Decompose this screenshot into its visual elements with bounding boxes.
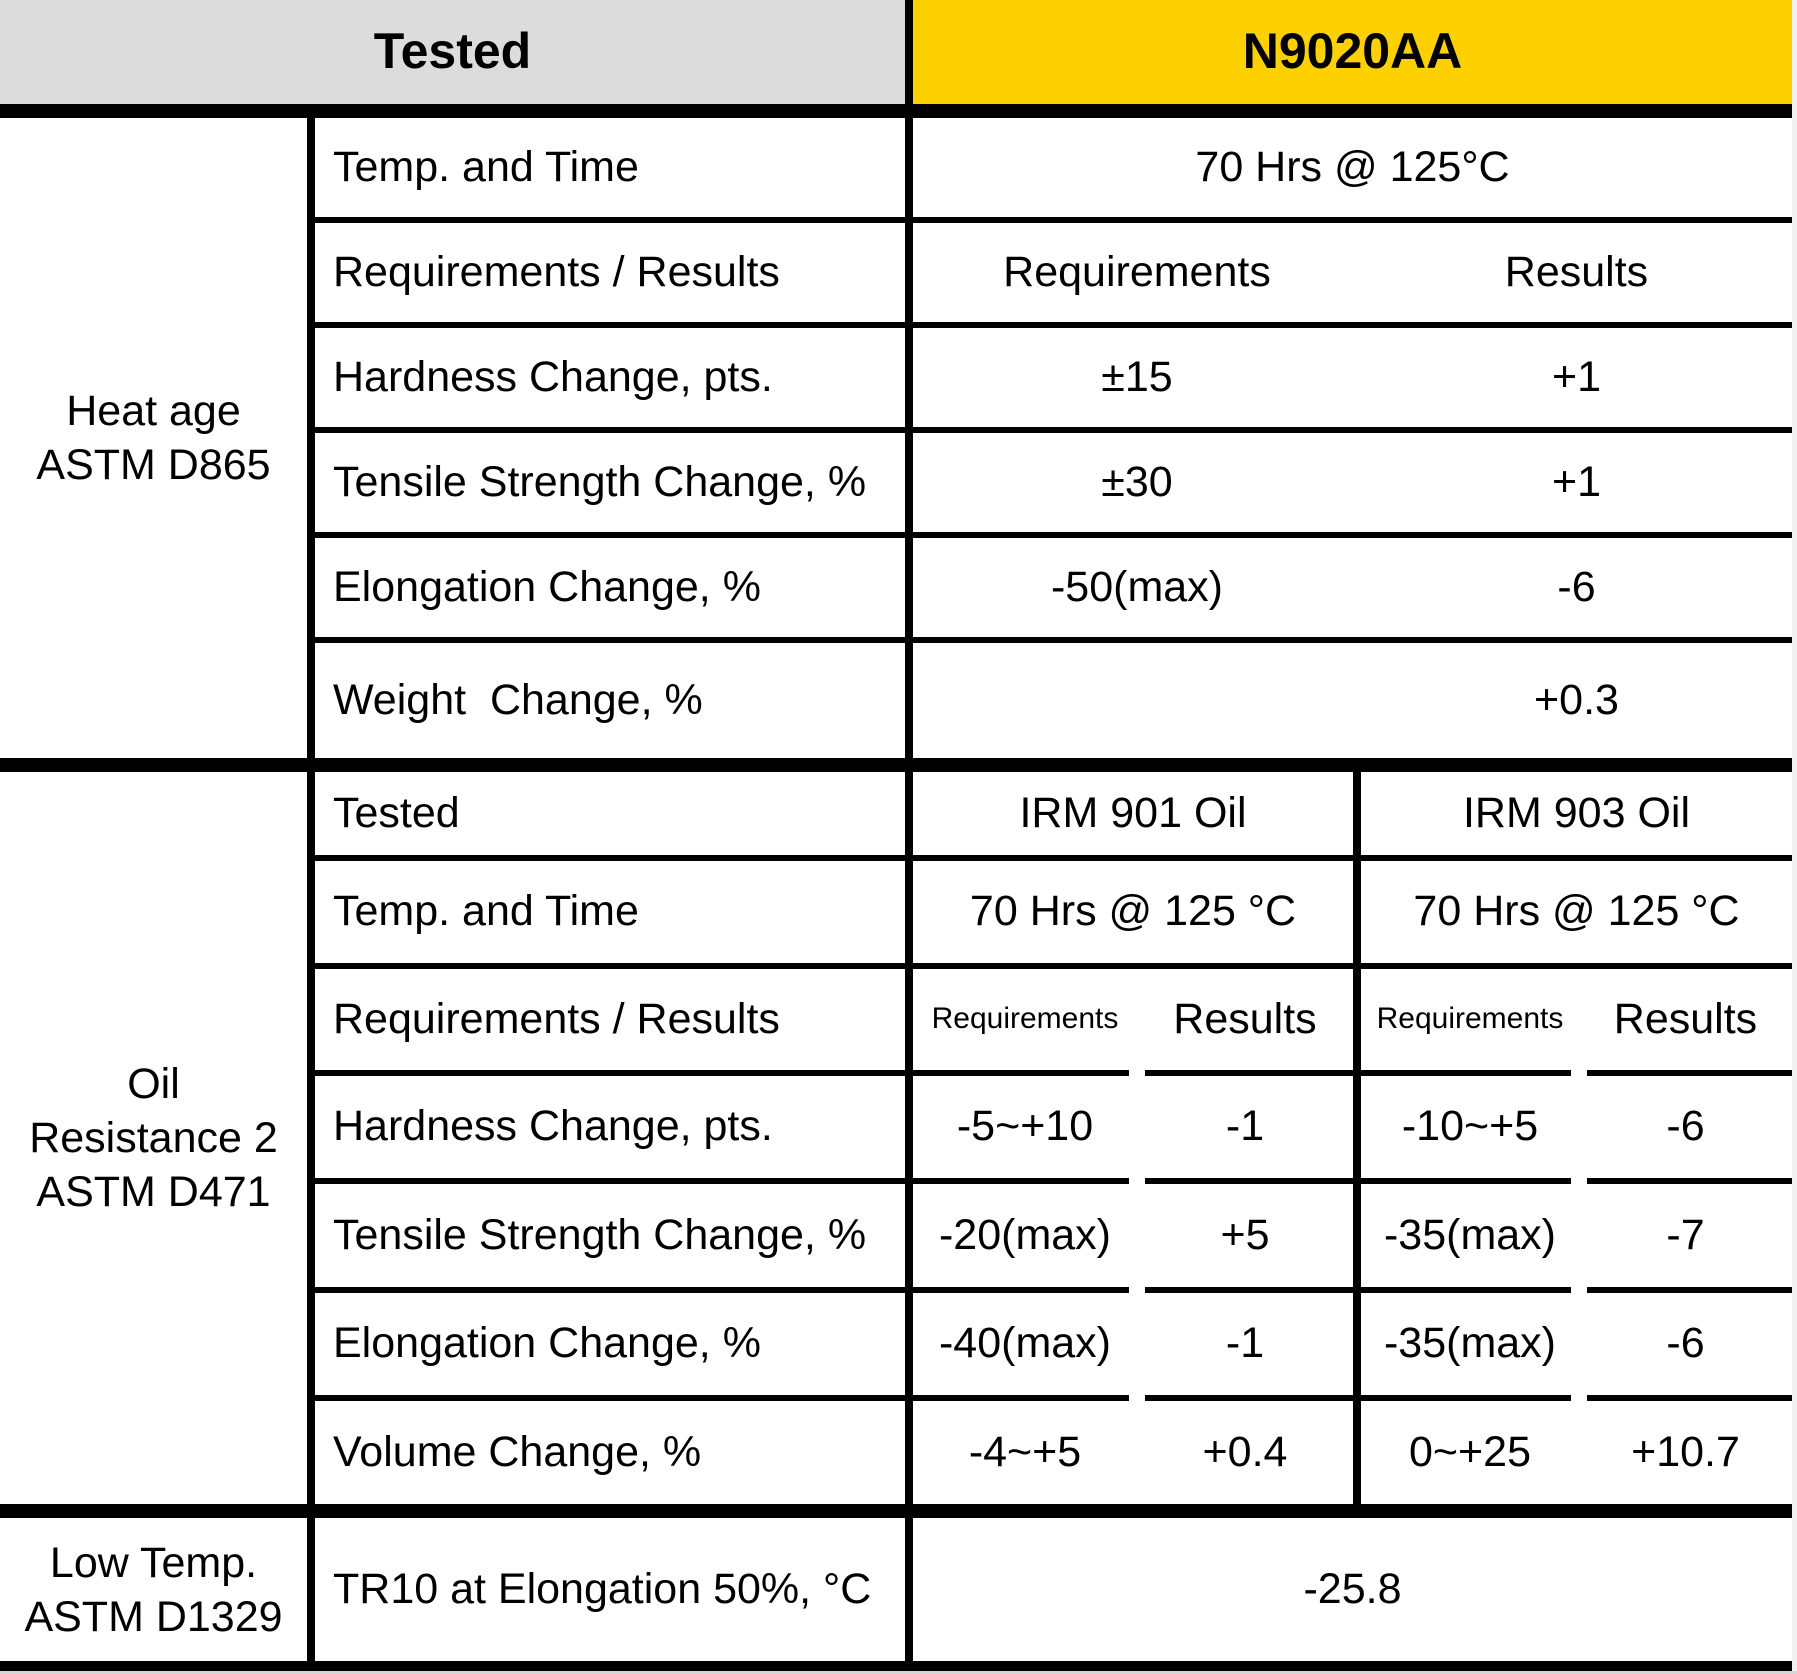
heat-age-hardness-label: Hardness Change, pts. — [315, 328, 913, 433]
oil-tensile-label: Tensile Strength Change, % — [315, 1184, 913, 1293]
oil-2-volume-result: +10.7 — [1579, 1401, 1792, 1518]
low-temp-category-line: Low Temp. — [49, 1538, 258, 1587]
heat-age-weight-label: Weight Change, % — [315, 643, 913, 772]
heat-age-elongation-requirement: -50(max) — [913, 538, 1361, 643]
separator-gap — [1571, 1069, 1587, 1077]
oil-2-volume-requirement: 0~+25 — [1361, 1401, 1579, 1518]
oil-resistance-category — [0, 772, 315, 1518]
oil-2-hardness-requirement: -10~+5 — [1361, 1076, 1579, 1184]
heat-age-elongation-result: -6 — [1361, 538, 1792, 643]
oil-tested-label: Tested — [315, 772, 913, 861]
oil-2-requirements-header: Requirements — [1361, 969, 1579, 1076]
oil-1-tensile-requirement: -20(max) — [913, 1184, 1137, 1293]
heat-age-category-line: Heat age — [66, 387, 241, 435]
heat-age-tensile-label: Tensile Strength Change, % — [315, 433, 913, 538]
oil-2-elongation-requirement: -35(max) — [1361, 1293, 1579, 1401]
oil-1-volume-requirement: -4~+5 — [913, 1401, 1137, 1518]
low-temp-tr10-value: -25.8 — [913, 1518, 1792, 1671]
heat-age-tensile-result: +1 — [1361, 433, 1792, 538]
oil-1-hardness-result: -1 — [1137, 1076, 1361, 1184]
heat-age-weight-result: +0.3 — [1361, 643, 1792, 772]
heat-age-weight-requirement — [913, 643, 1361, 772]
oil-1-requirements-header: Requirements — [913, 969, 1137, 1076]
separator-gap — [1129, 1069, 1145, 1077]
low-temp-tr10-label: TR10 at Elongation 50%, °C — [315, 1518, 913, 1671]
oil-resistance-category-line: Oil — [127, 1060, 180, 1108]
low-temp-category-line: ASTM D1329 — [24, 1592, 283, 1641]
oil-1-tensile-result: +5 — [1137, 1184, 1361, 1293]
oil-1-name: IRM 901 Oil — [913, 772, 1361, 861]
header-tested-label: Tested — [373, 23, 532, 80]
header-tested-cell — [0, 0, 913, 118]
heat-age-elongation-label: Elongation Change, % — [315, 538, 913, 643]
oil-1-hardness-requirement: -5~+10 — [913, 1076, 1137, 1184]
oil-1-elongation-requirement: -40(max) — [913, 1293, 1137, 1401]
oil-resistance-category-line: ASTM D471 — [36, 1168, 271, 1216]
separator-gap — [1129, 1286, 1145, 1294]
oil-2-elongation-result: -6 — [1579, 1293, 1792, 1401]
oil-resistance-category-line: Resistance 2 — [29, 1114, 278, 1162]
page-edge-strip — [1792, 0, 1797, 1671]
heat-age-category — [0, 118, 315, 772]
oil-1-volume-result: +0.4 — [1137, 1401, 1361, 1518]
heat-age-category-line: ASTM D865 — [36, 441, 271, 489]
oil-2-temp-time-value: 70 Hrs @ 125 °C — [1361, 861, 1792, 969]
oil-1-elongation-result: -1 — [1137, 1293, 1361, 1401]
low-temp-category — [0, 1518, 315, 1671]
separator-gap — [1571, 1286, 1587, 1294]
heat-age-hardness-requirement: ±15 — [913, 328, 1361, 433]
oil-elongation-label: Elongation Change, % — [315, 1293, 913, 1401]
separator-gap — [1571, 1177, 1587, 1185]
heat-age-temp-time-label: Temp. and Time — [315, 118, 913, 223]
oil-2-tensile-result: -7 — [1579, 1184, 1792, 1293]
heat-age-results-header: Results — [1361, 223, 1792, 328]
oil-2-results-header: Results — [1579, 969, 1792, 1076]
header-product-code: N9020AA — [1242, 23, 1463, 80]
heat-age-req-res-label: Requirements / Results — [315, 223, 913, 328]
oil-1-temp-time-value: 70 Hrs @ 125 °C — [913, 861, 1361, 969]
separator-gap — [1129, 1394, 1145, 1402]
heat-age-requirements-header: Requirements — [913, 223, 1361, 328]
heat-age-tensile-requirement: ±30 — [913, 433, 1361, 538]
heat-age-hardness-result: +1 — [1361, 328, 1792, 433]
oil-volume-label: Volume Change, % — [315, 1401, 913, 1518]
oil-temp-time-label: Temp. and Time — [315, 861, 913, 969]
oil-req-res-label: Requirements / Results — [315, 969, 913, 1076]
oil-2-name: IRM 903 Oil — [1361, 772, 1792, 861]
oil-2-tensile-requirement: -35(max) — [1361, 1184, 1579, 1293]
separator-gap — [1129, 1177, 1145, 1185]
heat-age-temp-time-value: 70 Hrs @ 125°C — [913, 118, 1792, 223]
oil-2-hardness-result: -6 — [1579, 1076, 1792, 1184]
oil-hardness-label: Hardness Change, pts. — [315, 1076, 913, 1184]
header-product-cell — [913, 0, 1792, 118]
oil-1-results-header: Results — [1137, 969, 1361, 1076]
separator-gap — [1571, 1394, 1587, 1402]
